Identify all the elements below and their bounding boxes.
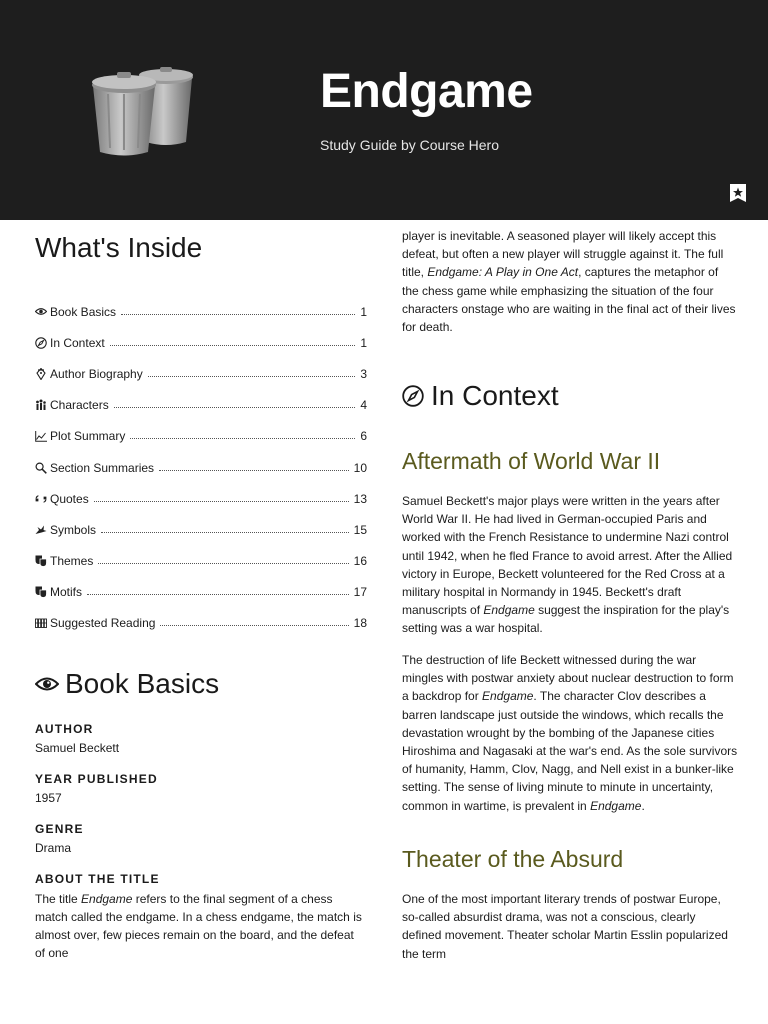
genre-value: Drama: [35, 841, 72, 855]
toc-page-number: 4: [360, 398, 367, 413]
toc-leader: [114, 400, 356, 408]
whats-inside-heading: What's Inside: [35, 232, 203, 263]
year-value: 1957: [35, 791, 62, 805]
in-context-title: In Context: [431, 380, 559, 411]
table-of-contents: [35, 296, 367, 639]
magnifier-icon: [35, 462, 47, 474]
pen-nib-icon: [35, 368, 47, 380]
toc-label: Motifs: [50, 585, 83, 600]
toc-page-number: 15: [353, 522, 367, 537]
book-facts: [35, 722, 367, 962]
toc-leader: [130, 431, 355, 439]
author-value: Samuel Beckett: [35, 741, 120, 755]
toc-page-number: 3: [360, 366, 367, 381]
books-icon: [35, 617, 47, 629]
toc-page-number: 6: [360, 429, 367, 444]
toc-label: Section Summaries: [50, 460, 155, 475]
people-icon: [35, 399, 47, 411]
toc-leader: [94, 494, 349, 502]
eye-icon: [35, 306, 47, 318]
masks-icon: [35, 586, 47, 598]
toc-page-number: 1: [360, 304, 367, 319]
toc-item-symbols[interactable]: [35, 514, 367, 545]
toc-item-characters[interactable]: [35, 390, 367, 421]
guide-title: Endgame: [320, 65, 533, 118]
toc-label: Suggested Reading: [50, 616, 156, 631]
aftermath-paragraph-2: The destruction of life Beckett witnessed during the war mingles with postwar anxiety about nuclear destruction to form a backdrop for Endgame. The character Clov describes a barren landscape just outside the windows, which recalls the devastation wrought by the bombing of the Japanese cities Hiroshima and Nagasaki at the war's end. As the sole survivors of humanity, Hamm, Clov, Nagg, and Nell exist in a bunker-like setting. The sense of living minute to minute in uncertainty, common in wartime, is prevalent in Endgame.: [402, 653, 738, 813]
toc-item-section-summaries[interactable]: [35, 452, 367, 483]
toc-page-number: 18: [353, 616, 367, 631]
about-title-text: The title Endgame refers to the final segment of a chess match called the endgame. In a chess endgame, the match is almost over, few pieces remain on the board, and the defeat of one: [35, 892, 362, 960]
toc-leader: [98, 556, 348, 564]
toc-leader: [159, 463, 349, 471]
toc-leader: [148, 369, 356, 377]
toc-label: Author Biography: [50, 366, 143, 381]
about-title-continuation: player is inevitable. A seasoned player will likely accept this defeat, but often a new player will struggle against it. The full title, Endgame: A Play in One Act, captures the metaphor of the chess game while emphasizing the situation of the four characters onstage who are waiting in the final act of their lives for death.: [402, 229, 736, 335]
book-basics-heading: [35, 668, 219, 700]
toc-leader: [121, 307, 355, 315]
whats-inside-section: [35, 230, 367, 264]
toc-page-number: 17: [353, 585, 367, 600]
toc-item-author-biography[interactable]: [35, 358, 367, 389]
year-label: YEAR PUBLISHED: [35, 772, 158, 786]
toc-item-book-basics[interactable]: [35, 296, 367, 327]
aftermath-paragraph-1: Samuel Beckett's major plays were written in the years after World War II. He had lived in German-occupied Paris and worked with the French Resistance to undermine Nazi control until 1942, when he fled France to avoid arrest. After the Allied victory in Europe, Beckett volunteered for the Red Cross at a military hospital in Normandy in 1945. Beckett's draft manuscripts of Endgame suggest the inspiration for the play's setting was a war hospital.: [402, 494, 733, 636]
toc-page-number: 1: [360, 335, 367, 350]
guide-subtitle: Study Guide by Course Hero: [320, 137, 499, 153]
chart-icon: [35, 430, 47, 442]
toc-item-suggested-reading[interactable]: [35, 608, 367, 639]
masks-icon: [35, 555, 47, 567]
theater-paragraph: One of the most important literary trends of postwar Europe, so-called absurdist drama, was not a conscious, clearly defined movement. Theater scholar Martin Esslin popularized the term: [402, 892, 728, 961]
toc-page-number: 16: [353, 554, 367, 569]
quote-icon: [35, 493, 47, 505]
toc-page-number: 13: [353, 491, 367, 506]
book-basics-title: Book Basics: [65, 668, 220, 699]
genre-label: GENRE: [35, 822, 84, 836]
toc-item-plot-summary[interactable]: [35, 421, 367, 452]
author-label: AUTHOR: [35, 722, 94, 736]
toc-label: Plot Summary: [50, 429, 126, 444]
toc-leader: [87, 587, 349, 595]
toc-label: Themes: [50, 554, 94, 569]
theater-absurd-heading: Theater of the Absurd: [402, 846, 624, 872]
compass-icon: [35, 337, 47, 349]
in-context-heading: [402, 380, 559, 412]
trash-cans-icon: [88, 62, 200, 158]
about-title-label: ABOUT THE TITLE: [35, 872, 160, 886]
toc-leader: [160, 618, 348, 626]
toc-label: Quotes: [50, 491, 89, 506]
toc-item-quotes[interactable]: [35, 483, 367, 514]
toc-item-motifs[interactable]: [35, 577, 367, 608]
eye-icon: [35, 676, 59, 692]
toc-label: In Context: [50, 335, 105, 350]
toc-label: Symbols: [50, 522, 97, 537]
toc-item-themes[interactable]: [35, 546, 367, 577]
toc-leader: [110, 338, 356, 346]
toc-page-number: 10: [353, 460, 367, 475]
bird-icon: [35, 524, 47, 536]
compass-icon: [402, 385, 424, 407]
toc-label: Book Basics: [50, 304, 117, 319]
cover-header: [0, 0, 768, 220]
toc-label: Characters: [50, 398, 109, 413]
course-hero-logo-icon[interactable]: [728, 183, 748, 203]
toc-item-in-context[interactable]: [35, 327, 367, 358]
toc-leader: [101, 525, 349, 533]
aftermath-heading: Aftermath of World War II: [402, 448, 661, 474]
